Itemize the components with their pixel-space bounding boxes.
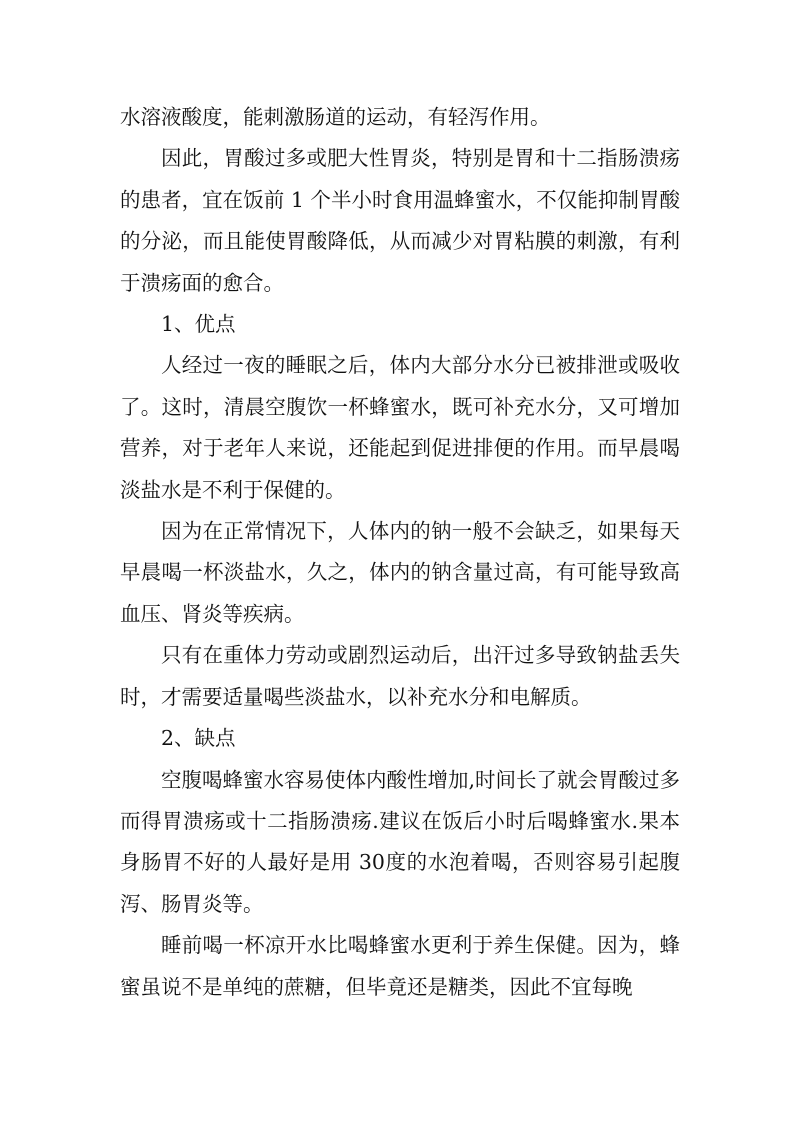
paragraph-empty-stomach: 空腹喝蜂蜜水容易使体内酸性增加,时间长了就会胃酸过多而得胃溃疡或十二指肠溃疡.建议在饭后小时后喝蜂蜜水.果本身肠胃不好的人最好是用 30度的水泡着喝，否则容易引起腹泻、肠胃炎等。 (120, 767, 681, 916)
paragraph-sodium: 因为在正常情况下，人体内的钠一般不会缺乏，如果每天早晨喝一杯淡盐水，久之，体内的钠含量过高，有可能导致高血压、肾炎等疾病。 (120, 519, 680, 626)
section-heading-advantages: 1、优点 (161, 312, 236, 337)
paragraph-morning-honey-water: 人经过一夜的睡眠之后，体内大部分水分已被排泄或吸收了。这时，清晨空腹饮一杯蜂蜜水，既可补充水分，又可增加营养，对于老年人来说，还能起到促进排便的作用。而早晨喝淡盐水是不利于保健的。 (120, 353, 680, 502)
paragraph-salt-water: 只有在重体力劳动或剧烈运动后，出汗过多导致钠盐丢失时，才需要适量喝些淡盐水，以补充水分和电解质。 (120, 643, 680, 709)
paragraph-bedtime: 睡前喝一杯凉开水比喝蜂蜜水更利于养生保健。因为，蜂蜜虽说不是单纯的蔗糖，但毕竟还是糖类，因此不宜每晚 (120, 933, 680, 999)
document-page (120, 97, 680, 1008)
paragraph-stomach-acid: 因此，胃酸过多或肥大性胃炎，特别是胃和十二指肠溃疡的患者，宜在饭前 1 个半小时食用温蜂蜜水，不仅能抑制胃酸的分泌，而且能使胃酸降低，从而减少对胃粘膜的刺激，有利于溃疡面的愈合。 (120, 146, 680, 295)
paragraph-continued: 水溶液酸度，能刺激肠道的运动，有轻泻作用。 (120, 105, 551, 129)
section-heading-disadvantages: 2、缺点 (161, 726, 236, 751)
